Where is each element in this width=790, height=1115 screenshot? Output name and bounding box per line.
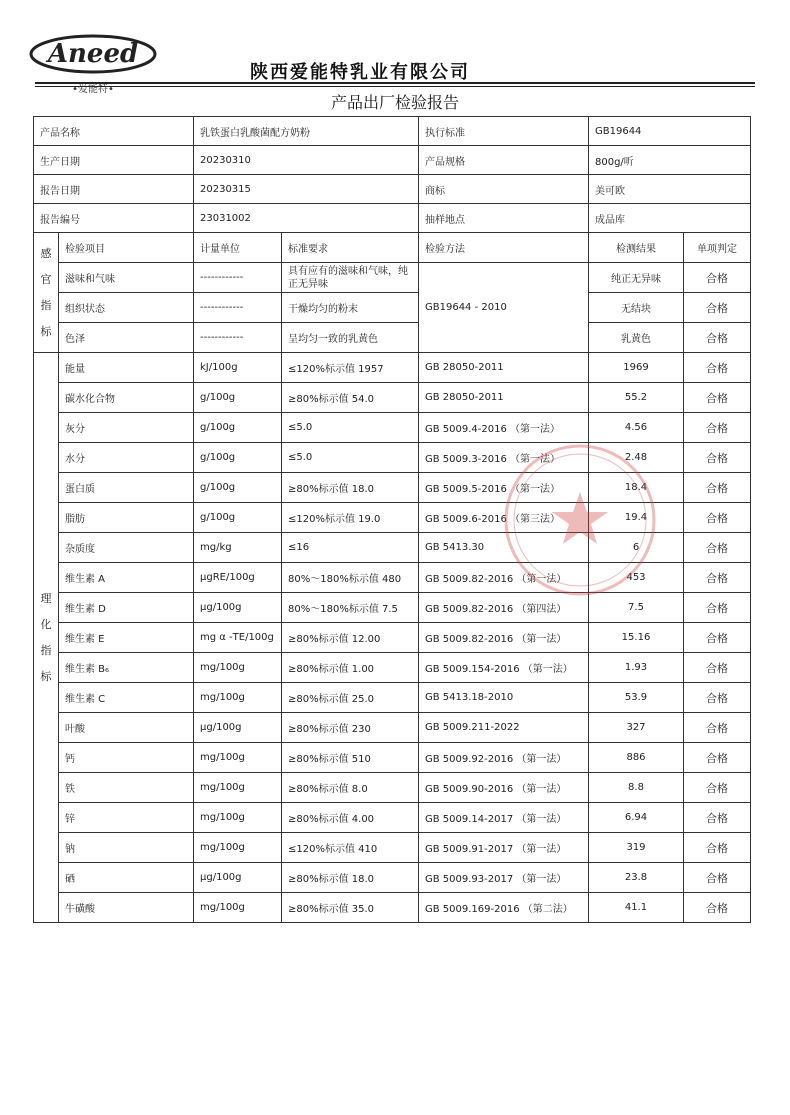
requirement: ≥80%标示值 35.0	[282, 893, 419, 923]
test-method: GB 5009.90-2016 （第一法）	[419, 773, 589, 803]
table-row	[34, 533, 751, 563]
verdict: 合格	[684, 293, 751, 323]
item-name: 能量	[59, 353, 194, 383]
test-method: GB 5009.3-2016 （第一法）	[419, 443, 589, 473]
verdict: 合格	[684, 353, 751, 383]
table-row	[34, 323, 751, 353]
info-row	[34, 117, 751, 146]
test-method: GB 5009.82-2016 （第四法）	[419, 593, 589, 623]
verdict: 合格	[684, 563, 751, 593]
item-name: 水分	[59, 443, 194, 473]
unit: kJ/100g	[194, 353, 282, 383]
info-value: 乳铁蛋白乳酸菌配方奶粉	[194, 117, 419, 146]
inspection-table	[33, 116, 751, 923]
category-char: 化	[40, 617, 52, 631]
info-label: 执行标准	[419, 117, 589, 146]
unit: μg/100g	[194, 593, 282, 623]
table-row	[34, 863, 751, 893]
verdict: 合格	[684, 653, 751, 683]
verdict: 合格	[684, 833, 751, 863]
unit: mg/kg	[194, 533, 282, 563]
result: 7.5	[589, 593, 684, 623]
unit: ------------	[194, 293, 282, 323]
result: 55.2	[589, 383, 684, 413]
result: 无结块	[589, 293, 684, 323]
requirement: ≤16	[282, 533, 419, 563]
result: 327	[589, 713, 684, 743]
table-row	[34, 443, 751, 473]
unit: mg/100g	[194, 803, 282, 833]
unit: g/100g	[194, 383, 282, 413]
category-label	[34, 233, 59, 353]
requirement: ≥80%标示值 8.0	[282, 773, 419, 803]
info-row	[34, 204, 751, 233]
result: 6	[589, 533, 684, 563]
test-method: GB 5009.14-2017 （第一法）	[419, 803, 589, 833]
unit: mg/100g	[194, 683, 282, 713]
table-row	[34, 383, 751, 413]
table-row	[34, 413, 751, 443]
table-row	[34, 773, 751, 803]
category-char: 指	[40, 643, 52, 657]
info-value: 20230310	[194, 146, 419, 175]
unit: g/100g	[194, 473, 282, 503]
column-header: 计量单位	[194, 233, 282, 263]
requirement: ≥80%标示值 12.00	[282, 623, 419, 653]
info-value: 800g/听	[589, 146, 751, 175]
unit: g/100g	[194, 503, 282, 533]
item-name: 牛磺酸	[59, 893, 194, 923]
item-name: 叶酸	[59, 713, 194, 743]
verdict: 合格	[684, 893, 751, 923]
table-row	[34, 713, 751, 743]
verdict: 合格	[684, 683, 751, 713]
info-value: 成品库	[589, 204, 751, 233]
requirement: ≤5.0	[282, 443, 419, 473]
info-row	[34, 146, 751, 175]
unit: μg/100g	[194, 713, 282, 743]
info-label: 生产日期	[34, 146, 194, 175]
test-method: GB 28050-2011	[419, 353, 589, 383]
test-method: GB 5009.82-2016 （第一法）	[419, 563, 589, 593]
verdict: 合格	[684, 413, 751, 443]
result: 23.8	[589, 863, 684, 893]
info-label: 产品规格	[419, 146, 589, 175]
result: 18.4	[589, 473, 684, 503]
table-row	[34, 473, 751, 503]
requirement: ≤120%标示值 1957	[282, 353, 419, 383]
test-method: GB 5009.169-2016 （第二法）	[419, 893, 589, 923]
test-method: GB 5009.211-2022	[419, 713, 589, 743]
category-char: 官	[40, 272, 52, 286]
unit: g/100g	[194, 443, 282, 473]
requirement: ≥80%标示值 54.0	[282, 383, 419, 413]
result: 319	[589, 833, 684, 863]
verdict: 合格	[684, 803, 751, 833]
requirement: ≥80%标示值 230	[282, 713, 419, 743]
table-row	[34, 743, 751, 773]
verdict: 合格	[684, 713, 751, 743]
unit: mg/100g	[194, 833, 282, 863]
result: 453	[589, 563, 684, 593]
logo-subtitle: •爱能特•	[72, 84, 114, 95]
table-row	[34, 293, 751, 323]
requirement: 干燥均匀的粉末	[282, 293, 419, 323]
info-value: 20230315	[194, 175, 419, 204]
table-row	[34, 593, 751, 623]
result: 1.93	[589, 653, 684, 683]
result: 41.1	[589, 893, 684, 923]
item-name: 蛋白质	[59, 473, 194, 503]
requirement: ≥80%标示值 4.00	[282, 803, 419, 833]
verdict: 合格	[684, 503, 751, 533]
header-rule-thin	[35, 86, 755, 87]
company-name: 陕西爱能特乳业有限公司	[250, 62, 470, 83]
item-name: 锌	[59, 803, 194, 833]
requirement: ≥80%标示值 18.0	[282, 863, 419, 893]
unit: ------------	[194, 323, 282, 353]
item-name: 维生素 C	[59, 683, 194, 713]
info-label: 报告日期	[34, 175, 194, 204]
header-rule	[35, 82, 755, 84]
item-name: 脂肪	[59, 503, 194, 533]
requirement: ≤120%标示值 19.0	[282, 503, 419, 533]
category-char: 标	[40, 324, 52, 338]
verdict: 合格	[684, 533, 751, 563]
result: 53.9	[589, 683, 684, 713]
item-name: 杂质度	[59, 533, 194, 563]
test-method: GB 5009.93-2017 （第一法）	[419, 863, 589, 893]
requirement: ≤120%标示值 410	[282, 833, 419, 863]
column-header: 检测结果	[589, 233, 684, 263]
item-name: 维生素 E	[59, 623, 194, 653]
item-name: 硒	[59, 863, 194, 893]
aneed-logo-mark	[28, 26, 158, 78]
item-name: 组织状态	[59, 293, 194, 323]
table-row	[34, 263, 751, 293]
result: 1969	[589, 353, 684, 383]
test-method: GB 5009.4-2016 （第一法）	[419, 413, 589, 443]
unit: mg/100g	[194, 743, 282, 773]
result: 886	[589, 743, 684, 773]
info-label: 报告编号	[34, 204, 194, 233]
info-value: 美可欧	[589, 175, 751, 204]
test-method: GB 5009.91-2017 （第一法）	[419, 833, 589, 863]
table-row	[34, 893, 751, 923]
unit: mg α -TE/100g	[194, 623, 282, 653]
item-name: 碳水化合物	[59, 383, 194, 413]
verdict: 合格	[684, 743, 751, 773]
table-row	[34, 623, 751, 653]
unit: g/100g	[194, 413, 282, 443]
verdict: 合格	[684, 323, 751, 353]
requirement: ≥80%标示值 1.00	[282, 653, 419, 683]
test-method: GB 5413.30	[419, 533, 589, 563]
test-method: GB 5009.5-2016 （第一法）	[419, 473, 589, 503]
requirement: ≥80%标示值 18.0	[282, 473, 419, 503]
unit: μg/100g	[194, 863, 282, 893]
result: 乳黄色	[589, 323, 684, 353]
info-value: 23031002	[194, 204, 419, 233]
unit: μgRE/100g	[194, 563, 282, 593]
test-method: GB 5009.6-2016 （第三法）	[419, 503, 589, 533]
requirement: 具有应有的滋味和气味，纯正无异味	[282, 263, 419, 293]
requirement: ≥80%标示值 25.0	[282, 683, 419, 713]
table-row	[34, 353, 751, 383]
category-char: 指	[40, 298, 52, 312]
item-name: 钙	[59, 743, 194, 773]
info-label: 产品名称	[34, 117, 194, 146]
column-header: 检验方法	[419, 233, 589, 263]
test-method: GB 5413.18-2010	[419, 683, 589, 713]
requirement: ≥80%标示值 510	[282, 743, 419, 773]
test-method: GB19644 - 2010	[419, 263, 589, 353]
item-name: 钠	[59, 833, 194, 863]
result: 纯正无异味	[589, 263, 684, 293]
table-row	[34, 683, 751, 713]
category-char: 标	[40, 669, 52, 683]
result: 2.48	[589, 443, 684, 473]
table-row	[34, 653, 751, 683]
unit: mg/100g	[194, 653, 282, 683]
info-label: 商标	[419, 175, 589, 204]
column-header: 检验项目	[59, 233, 194, 263]
result: 8.8	[589, 773, 684, 803]
test-method: GB 5009.82-2016 （第一法）	[419, 623, 589, 653]
item-name: 铁	[59, 773, 194, 803]
item-name: 维生素 A	[59, 563, 194, 593]
verdict: 合格	[684, 773, 751, 803]
company-logo	[28, 22, 158, 100]
requirement: 80%～180%标示值 7.5	[282, 593, 419, 623]
item-name: 维生素 B₆	[59, 653, 194, 683]
verdict: 合格	[684, 623, 751, 653]
result: 19.4	[589, 503, 684, 533]
verdict: 合格	[684, 263, 751, 293]
requirement: 呈均匀一致的乳黄色	[282, 323, 419, 353]
info-row	[34, 175, 751, 204]
verdict: 合格	[684, 593, 751, 623]
requirement: 80%～180%标示值 480	[282, 563, 419, 593]
info-label: 抽样地点	[419, 204, 589, 233]
report-title: 产品出厂检验报告	[330, 93, 459, 112]
category-char: 感	[40, 246, 52, 260]
verdict: 合格	[684, 383, 751, 413]
unit: mg/100g	[194, 773, 282, 803]
table-row	[34, 833, 751, 863]
unit: ------------	[194, 263, 282, 293]
unit: mg/100g	[194, 893, 282, 923]
category-label	[34, 353, 59, 923]
category-char: 理	[40, 591, 52, 605]
verdict: 合格	[684, 863, 751, 893]
table-row	[34, 563, 751, 593]
test-method: GB 28050-2011	[419, 383, 589, 413]
test-method: GB 5009.154-2016 （第一法）	[419, 653, 589, 683]
column-header: 标准要求	[282, 233, 419, 263]
table-row	[34, 503, 751, 533]
verdict: 合格	[684, 473, 751, 503]
item-name: 灰分	[59, 413, 194, 443]
column-header: 单项判定	[684, 233, 751, 263]
item-name: 色泽	[59, 323, 194, 353]
table-row	[34, 803, 751, 833]
info-value: GB19644	[589, 117, 751, 146]
item-name: 滋味和气味	[59, 263, 194, 293]
column-header-row	[34, 233, 751, 263]
verdict: 合格	[684, 443, 751, 473]
test-method: GB 5009.92-2016 （第一法）	[419, 743, 589, 773]
logo-brand-text: Aneed	[47, 39, 139, 69]
requirement: ≤5.0	[282, 413, 419, 443]
result: 6.94	[589, 803, 684, 833]
result: 15.16	[589, 623, 684, 653]
item-name: 维生素 D	[59, 593, 194, 623]
result: 4.56	[589, 413, 684, 443]
